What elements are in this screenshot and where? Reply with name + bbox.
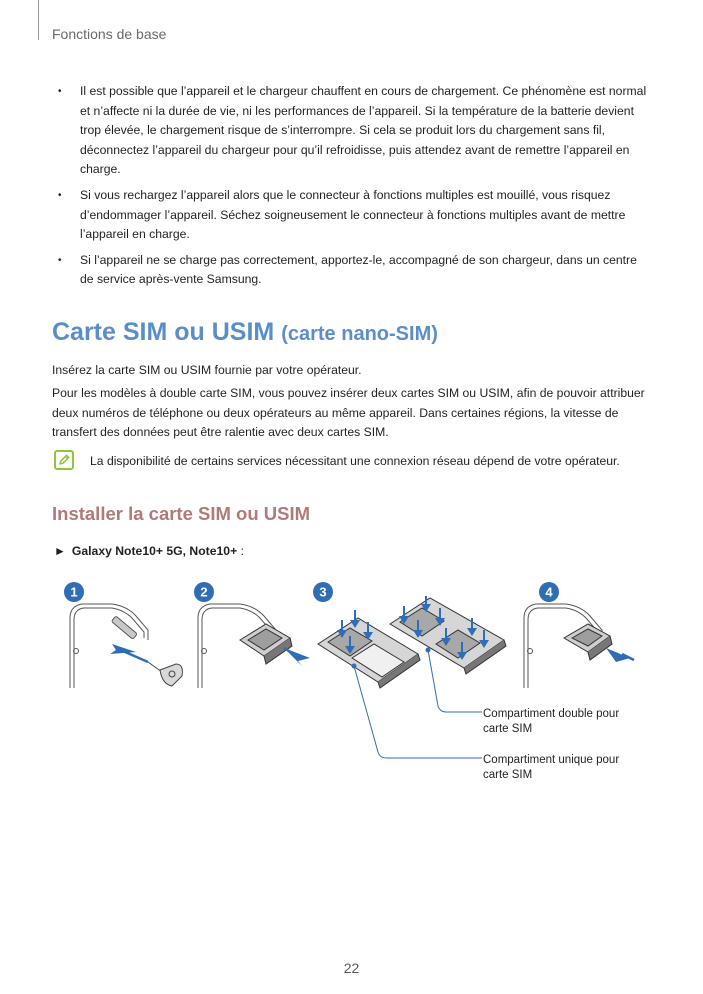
page-number: 22	[343, 960, 360, 976]
bullet-dot-icon: •	[58, 86, 62, 97]
bullet-dot-icon: •	[58, 189, 62, 201]
bullet-text: Si l’appareil ne se charge pas correctement, apportez-le, accompagné de son chargeur, dans un centre de service après-vente Samsung.	[80, 252, 637, 287]
bullet-item	[58, 251, 648, 290]
dual-sim-paragraph: Pour les modèles à double carte SIM, vous pouvez insérer deux cartes SIM ou USIM, afin de pouvoir attribuer deux numéros de téléphone ou deux opérateurs au même appareil. Dans certaines régions, la vitesse de transfert des données peut être ralentie avec deux cartes SIM.	[52, 386, 645, 440]
dual-sim-callout: Compartiment double pour carte SIM	[483, 708, 620, 735]
model-suffix: :	[237, 544, 244, 558]
header-divider	[38, 0, 39, 40]
note-pencil-icon	[54, 450, 74, 470]
section-title-main: Carte SIM ou USIM	[52, 318, 275, 346]
bullet-text: Il est possible que l’appareil et le chargeur chauffent en cours de chargement. Ce phénomène est normal et n’affecte ni la durée de vie, ni les performances de l’appareil. Si la température de la batterie devient trop élevée, le chargement risque de s’interrompre. Si cela se produit lors du chargement sans fil, déconnectez l’appareil du chargeur pour qu’il refroidisse, puis attendez avant de remettre l’appareil en charge.	[80, 84, 647, 177]
sim-tray-step-2	[240, 624, 292, 664]
note-text: La disponibilité de certains services nécessitant une connexion réseau dépend de votre opérateur.	[90, 454, 620, 468]
phone-corner-step-1	[70, 604, 148, 688]
section-title	[52, 318, 438, 347]
subsection-title: Installer la carte SIM ou USIM	[52, 503, 311, 524]
sim-tray-step-4	[564, 624, 612, 660]
single-sim-callout: Compartiment unique pour carte SIM	[483, 754, 620, 781]
svg-text:3: 3	[319, 584, 327, 600]
ejection-pin	[148, 662, 182, 686]
bullet-item	[58, 186, 648, 245]
intro-paragraph: Insérez la carte SIM ou USIM fournie par votre opérateur.	[52, 363, 362, 377]
section-header: Fonctions de base	[52, 26, 167, 42]
section-title-suffix: (carte nano-SIM)	[281, 323, 438, 345]
model-names: Galaxy Note10+ 5G, Note10+	[71, 544, 238, 558]
svg-text:4: 4	[545, 584, 553, 600]
svg-text:1: 1	[70, 584, 78, 600]
step-badge-3	[313, 582, 333, 602]
step-badge-4	[539, 582, 559, 602]
model-line	[54, 544, 244, 558]
bullet-text: Si vous rechargez l’appareil alors que le connecteur à fonctions multiples est mouillé, vous risquez d’endommager l’appareil. Séchez soigneusement le connecteur à fonctions multiples avant de mettre l’appareil en charge.	[80, 187, 626, 242]
bullet-dot-icon: •	[58, 254, 62, 266]
step-badge-1	[64, 582, 84, 602]
bullet-list	[58, 82, 648, 296]
push-arrow-icon	[110, 644, 136, 654]
bullet-item	[58, 82, 648, 180]
step-badge-2	[194, 582, 214, 602]
svg-text:2: 2	[200, 584, 208, 600]
arrow-right-icon: ►	[54, 544, 66, 558]
